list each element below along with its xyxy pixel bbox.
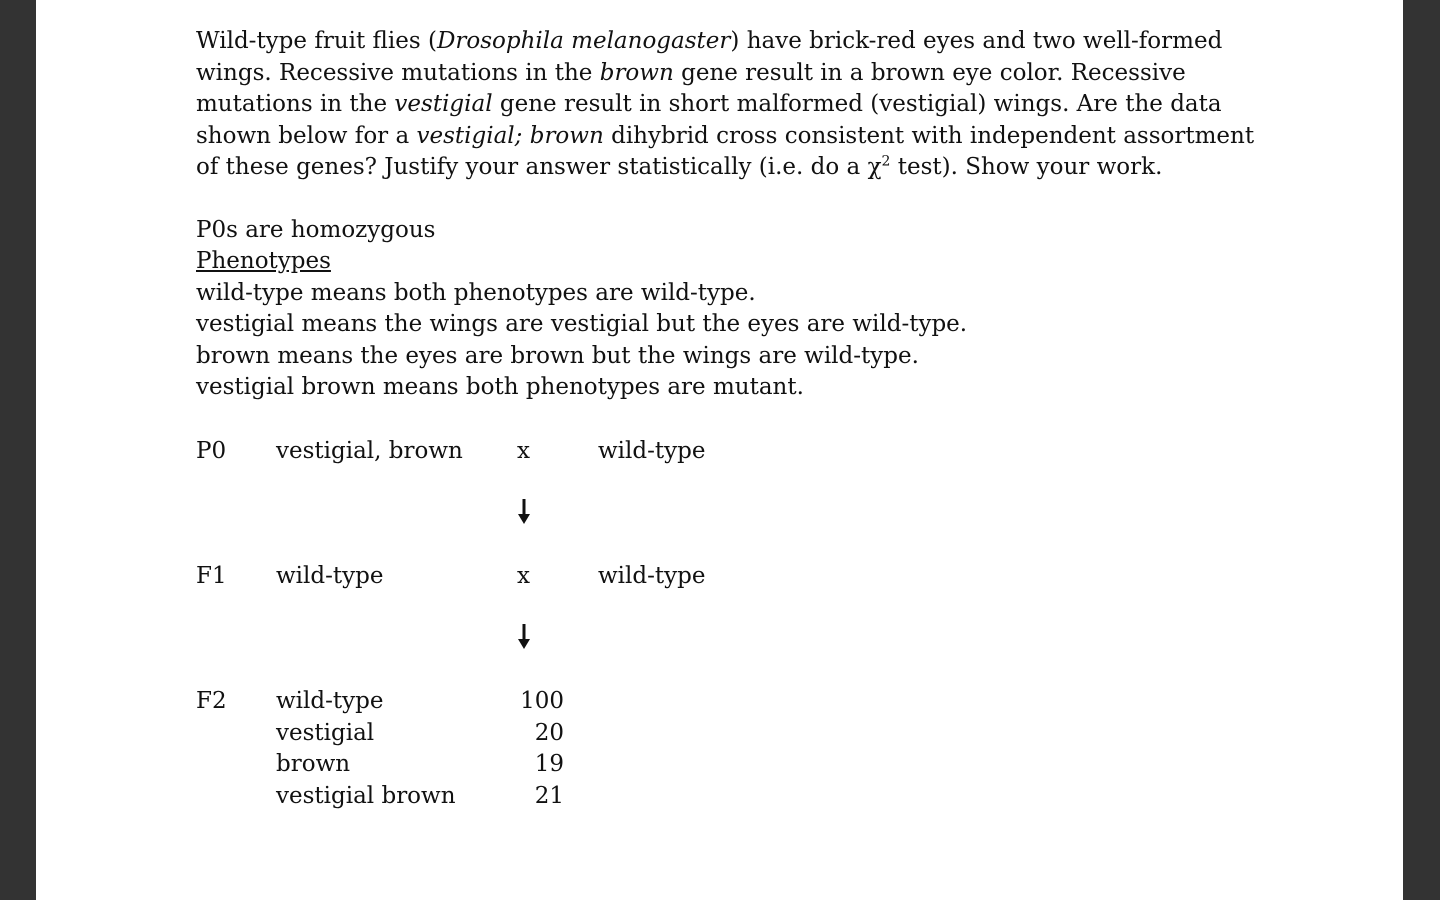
list-item: wild-type [276, 688, 384, 714]
question-paragraph [196, 26, 1276, 184]
p0-parent1: vestigial, brown [276, 438, 463, 464]
f1-parent2: wild-type [598, 563, 706, 589]
list-item: vestigial [276, 719, 375, 746]
f1-parent1: wild-type [276, 563, 384, 589]
phenotype-def-1: wild-type means both phenotypes are wild-type. [196, 279, 756, 306]
f2-label: F2 [196, 688, 227, 714]
phenotype-def-3: brown means the eyes are brown but the wings are wild-type. [196, 342, 919, 369]
question-text-1: Wild-type fruit flies ( [196, 28, 437, 54]
chi-letter: χ [867, 154, 882, 180]
chi-superscript: 2 [881, 153, 891, 170]
species-name: Drosophila melanogaster [436, 28, 731, 54]
question-text-2: ) have brick-red eyes and two well-formed wings. Recessive mutations in the [196, 28, 1223, 86]
chi-square-symbol [868, 154, 891, 180]
cross-name: vestigial; brown [416, 122, 604, 149]
p0-cross-symbol: x [517, 438, 530, 464]
f2-count-list [514, 686, 564, 812]
phenotype-def-4: vestigial brown means both phenotypes are mutant. [196, 374, 804, 400]
question-text [196, 26, 1276, 404]
count-value: 100 [520, 688, 564, 714]
down-arrow-icon [516, 499, 532, 525]
f1-cross-symbol: x [517, 563, 530, 589]
question-text-3: gene result in a brown eye color. Recessive mutations in the [196, 59, 1186, 117]
count-value: 19 [534, 751, 564, 777]
question-text-5: dihybrid cross consistent with independent assortment of these genes? Justify your answer statistically (i.e. do a [196, 122, 1255, 180]
gene-vestigial: vestigial [394, 91, 493, 117]
document-page [36, 0, 1403, 900]
count-value: 20 [534, 719, 564, 746]
list-item: vestigial brown [276, 782, 456, 809]
phenotypes-heading: Phenotypes [196, 248, 331, 274]
list-item: brown [276, 751, 351, 777]
p0-parent2: wild-type [598, 438, 706, 464]
phenotype-def-2: vestigial means the wings are vestigial but the eyes are wild-type. [196, 311, 968, 337]
gene-brown: brown [599, 59, 674, 86]
f2-phenotype-list [276, 686, 456, 812]
f1-label: F1 [196, 563, 227, 589]
count-value: 21 [534, 782, 564, 809]
homozygous-note: P0s are homozygous [196, 216, 436, 243]
down-arrow-icon [516, 624, 532, 650]
question-text-4: gene result in short malformed (vestigial) wings. Are the data shown below for a [196, 91, 1222, 149]
question-text-6: test). Show your work. [890, 154, 1163, 180]
p0-label: P0 [196, 438, 227, 464]
